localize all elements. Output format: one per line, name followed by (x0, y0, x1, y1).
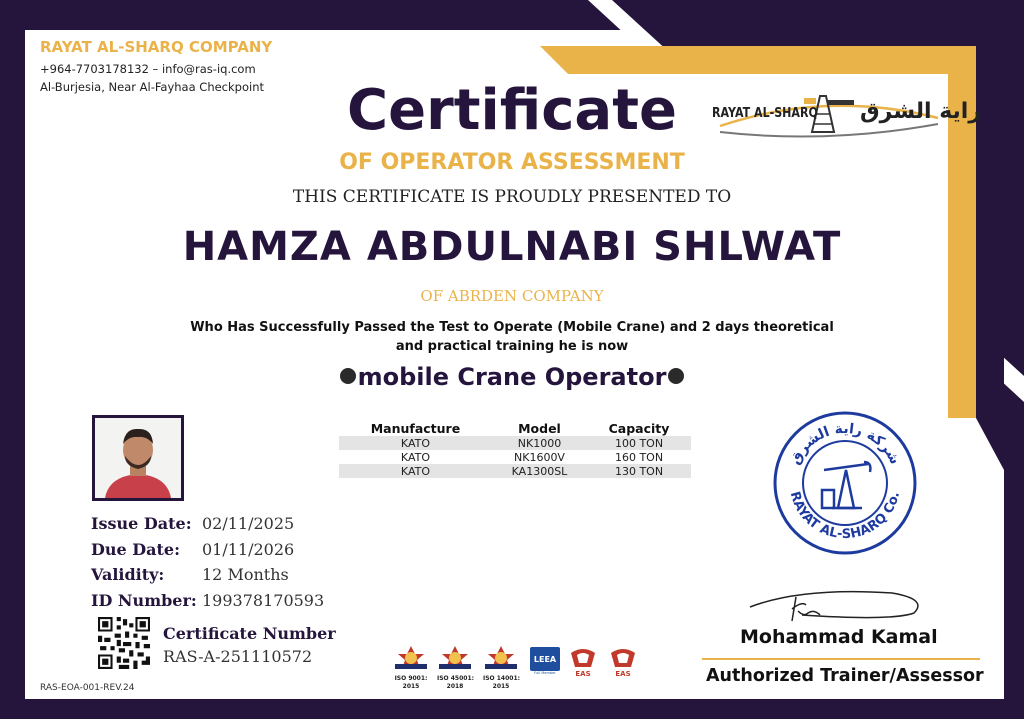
badge-caption: ISO 9001: (394, 675, 428, 682)
iso-badge-icon (483, 645, 519, 671)
validity-value: 12 Months (202, 565, 289, 584)
due-date-label: Due Date: (91, 540, 180, 559)
recipient-name: HAMZA ABDULNABI SHLWAT (182, 224, 842, 270)
cell-capacity: 160 TON (614, 450, 664, 464)
issue-date-value: 02/11/2025 (202, 514, 295, 533)
col-header-capacity: Capacity (608, 421, 670, 436)
company-seal (772, 410, 918, 556)
holder-photo (92, 415, 184, 501)
iso-badge-45001 (437, 645, 473, 691)
seal-text-en: RAYAT AL-SHARQ Co. (786, 489, 904, 543)
eas-text: EAS (575, 670, 591, 678)
iso-badge-icon (437, 645, 473, 671)
table-row (339, 450, 691, 464)
company-address: Al-Burjesia, Near Al-Fayhaa Checkpoint (40, 80, 264, 94)
badge-caption-year: 2015 (402, 683, 420, 690)
signature-divider (702, 658, 980, 660)
id-number-value: 199378170593 (202, 591, 325, 610)
badge-caption-year: 2018 (446, 683, 464, 690)
cell-capacity: 130 TON (614, 464, 664, 478)
certificate-title: Certificate (347, 78, 677, 143)
cell-capacity: 100 TON (614, 436, 664, 450)
cell-model: NK1000 (517, 436, 562, 450)
recipient-company: OF ABRDEN COMPANY (420, 287, 604, 305)
accreditation-badges (393, 645, 643, 695)
cell-manufacture: KATO (400, 436, 430, 450)
cell-manufacture: KATO (400, 464, 430, 478)
oil-pumpjack-icon (822, 462, 870, 508)
signatory-title: Authorized Trainer/Assessor (706, 666, 984, 686)
table-header-row (339, 421, 691, 436)
due-date-value: 01/11/2026 (202, 540, 295, 559)
iso-badge-icon (393, 645, 429, 671)
leea-badge (529, 645, 561, 679)
certificate-number-value: RAS-A-251110572 (163, 647, 313, 666)
col-header-model: Model (518, 421, 561, 436)
badge-caption: ISO 45001: (437, 675, 475, 682)
cell-model: NK1600V (514, 450, 565, 464)
iso-badge-14001 (483, 645, 519, 691)
logo-text-en: RAYAT AL-SHARQ (712, 106, 818, 121)
table-row (339, 464, 691, 478)
bullet-icon (340, 368, 356, 384)
issue-date-label: Issue Date: (91, 514, 192, 533)
company-name: RAYAT AL-SHARQ COMPANY (40, 38, 273, 56)
table-row (339, 436, 691, 450)
validity-label: Validity: (91, 565, 165, 584)
role-text: mobile Crane Operator (357, 363, 667, 391)
eas-logo-icon (567, 645, 599, 679)
company-contact: +964-7703178132 – info@ras-iq.com (40, 62, 256, 76)
certificate-subtitle: OF OPERATOR ASSESSMENT (339, 150, 685, 175)
eas-text: EAS (615, 670, 631, 678)
iso-badge-9001 (393, 645, 429, 691)
seal-text-ar: شركة راية الشرق (787, 420, 903, 468)
signatory-name: Mohammad Kamal (740, 626, 938, 648)
badge-caption-year: 2015 (492, 683, 510, 690)
logo-text-ar: راية الشرق (860, 99, 982, 124)
person-photo-icon (95, 418, 181, 498)
id-number-label: ID Number: (91, 591, 197, 610)
badge-caption: ISO 14001: (483, 675, 521, 682)
signature (742, 585, 932, 625)
certificate-description (112, 318, 912, 356)
description-line-1: Who Has Successfully Passed the Test to Operate (Mobile Crane) and 2 days theoretical (190, 320, 834, 335)
eas-badge (607, 645, 639, 683)
equipment-table (339, 421, 691, 478)
eas-badge (567, 645, 599, 683)
presented-line: THIS CERTIFICATE IS PROUDLY PRESENTED TO (292, 187, 732, 207)
certificate-number-label: Certificate Number (163, 624, 336, 643)
description-line-2: and practical training he is now (395, 339, 629, 354)
document-code: RAS-EOA-001-REV.24 (40, 683, 135, 693)
leea-logo-icon (529, 645, 561, 675)
leea-sub: Full Member (534, 671, 556, 675)
cell-manufacture: KATO (400, 450, 430, 464)
leea-text: LEEA (533, 655, 557, 664)
bullet-icon (668, 368, 684, 384)
cell-model: KA1300SL (511, 464, 568, 478)
eas-logo-icon (607, 645, 639, 679)
certified-role (0, 363, 1024, 391)
col-header-manufacture: Manufacture (370, 421, 461, 436)
qr-code-icon (98, 617, 150, 669)
